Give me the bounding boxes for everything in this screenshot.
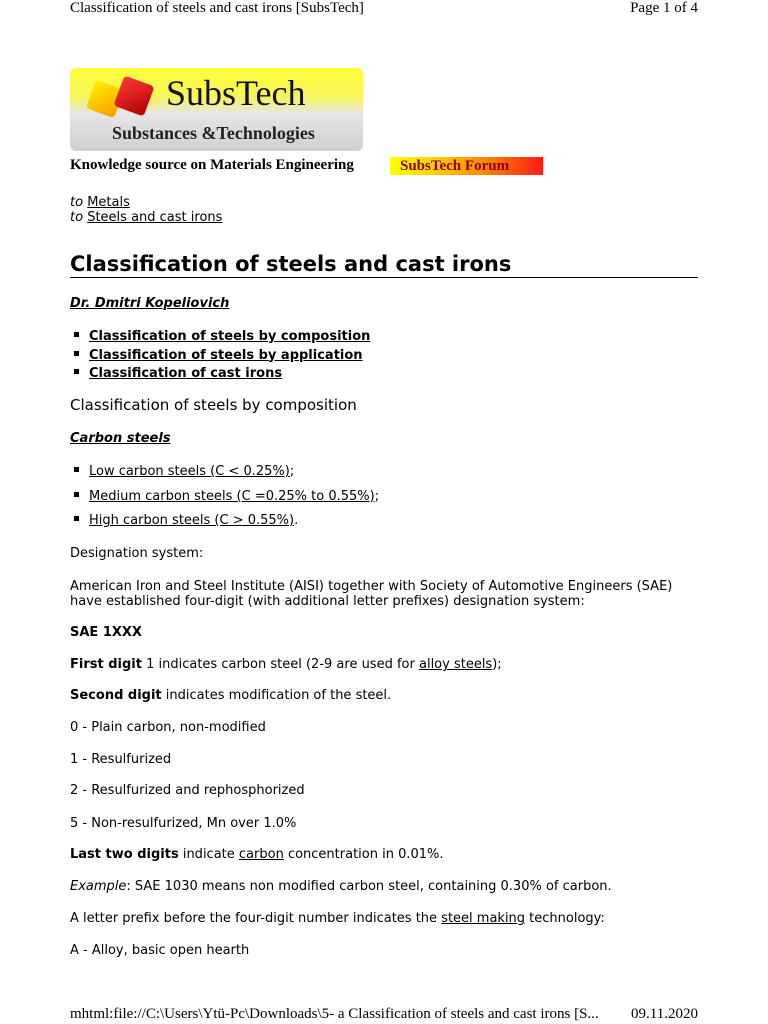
- first-digit-paragraph: [70, 657, 698, 672]
- second-digit-text: indicates modification of the steel.: [161, 688, 392, 703]
- list-item: [74, 513, 379, 538]
- page-title: Classification of steels and cast irons: [70, 252, 698, 278]
- breadcrumb: [70, 196, 222, 225]
- author-link[interactable]: Dr. Dmitri Kopeliovich: [70, 296, 230, 311]
- high-carbon-link[interactable]: High carbon steels (C > 0.55%): [89, 513, 295, 528]
- print-footer: [70, 1006, 698, 1023]
- toc-link-application[interactable]: Classification of steels by application: [89, 347, 363, 363]
- logo-squares-icon: [84, 74, 162, 124]
- breadcrumb-prefix: to: [70, 195, 84, 210]
- section-heading: Classification of steels by composition: [70, 396, 357, 414]
- toc-item: [74, 366, 370, 385]
- list-item-suffix: ;: [374, 488, 380, 504]
- substech-logo[interactable]: [70, 68, 363, 151]
- table-of-contents: [74, 329, 370, 385]
- bullet-icon: [74, 492, 79, 497]
- prefix-paragraph: [70, 911, 698, 926]
- prefix-text: A letter prefix before the four-digit number indicates the: [70, 911, 442, 926]
- toc-link-composition[interactable]: Classification of steels by composition: [89, 329, 371, 344]
- breadcrumb-link-steels[interactable]: Steels and cast irons: [87, 209, 223, 225]
- second-digit-label: Second digit: [70, 688, 162, 703]
- breadcrumb-item: [70, 196, 222, 211]
- first-digit-label: First digit: [70, 657, 142, 672]
- knowledge-source-text: Knowledge source on Materials Engineering: [70, 157, 354, 173]
- designation-label: Designation system:: [70, 546, 204, 561]
- breadcrumb-item: [70, 211, 222, 226]
- bullet-icon: [74, 351, 79, 356]
- modification-1: 1 - Resulfurized: [70, 752, 172, 767]
- toc-link-cast-irons[interactable]: Classification of cast irons: [89, 366, 283, 381]
- modification-5: 5 - Non-resulfurized, Mn over 1.0%: [70, 816, 297, 831]
- sae-code: SAE 1XXX: [70, 625, 142, 640]
- example-text: : SAE 1030 means non modified carbon steel, containing 0.30% of carbon.: [126, 879, 612, 894]
- bullet-icon: [74, 467, 79, 472]
- toc-item: [74, 348, 370, 367]
- list-item: [74, 464, 379, 489]
- second-digit-paragraph: [70, 688, 698, 703]
- bullet-icon: [74, 369, 79, 374]
- low-carbon-link[interactable]: Low carbon steels (C < 0.25%): [89, 464, 290, 479]
- modification-2: 2 - Resulfurized and rephosphorized: [70, 783, 305, 798]
- last-two-digits-paragraph: [70, 847, 698, 862]
- breadcrumb-link-metals[interactable]: Metals: [87, 195, 130, 210]
- footer-date: 09.11.2020: [631, 1006, 698, 1022]
- breadcrumb-prefix: to: [70, 209, 84, 225]
- forum-link[interactable]: SubsTech Forum: [390, 157, 543, 175]
- subsection-link-carbon-steels[interactable]: Carbon steels: [70, 431, 171, 446]
- carbon-link[interactable]: carbon: [238, 847, 284, 862]
- footer-path: mhtml:file://C:\Users\Ytü-Pc\Downloads\5- a Classification of steels and cast irons [S...: [70, 1006, 599, 1022]
- example-label: Example: [70, 879, 127, 894]
- carbon-steels-list: [74, 464, 379, 538]
- toc-item: [74, 329, 370, 348]
- prefix-end: technology:: [525, 911, 605, 926]
- logo-brand-text: SubsTech: [166, 73, 306, 113]
- example-paragraph: [70, 879, 698, 894]
- medium-carbon-link[interactable]: Medium carbon steels (C =0.25% to 0.55%): [89, 488, 375, 504]
- modification-0: 0 - Plain carbon, non-modified: [70, 720, 266, 735]
- header-page-number: Page 1 of 4: [630, 0, 698, 16]
- alloy-steels-link[interactable]: alloy steels: [418, 657, 493, 672]
- last-two-label: Last two digits: [70, 847, 179, 862]
- last-two-text: indicate: [178, 847, 239, 862]
- prefix-a: A - Alloy, basic open hearth: [70, 943, 250, 958]
- list-item-suffix: .: [294, 513, 299, 528]
- bullet-icon: [74, 516, 79, 521]
- bullet-icon: [74, 332, 79, 337]
- list-item-suffix: ;: [289, 464, 295, 479]
- steel-making-link[interactable]: steel making: [441, 911, 526, 926]
- first-digit-end: );: [492, 657, 502, 672]
- logo-tagline: Substances &Technologies: [112, 123, 315, 143]
- print-header: [70, 0, 698, 18]
- first-digit-text: 1 indicates carbon steel (2-9 are used for: [141, 657, 419, 672]
- last-two-end: concentration in 0.01%.: [283, 847, 444, 862]
- header-title: Classification of steels and cast irons [SubsTech]: [70, 0, 364, 16]
- list-item: [74, 489, 379, 514]
- aisi-paragraph: American Iron and Steel Institute (AISI) together with Society of Automotive Engineers (SAE) have established four-digit (with additional letter prefixes) designation system:: [70, 579, 673, 609]
